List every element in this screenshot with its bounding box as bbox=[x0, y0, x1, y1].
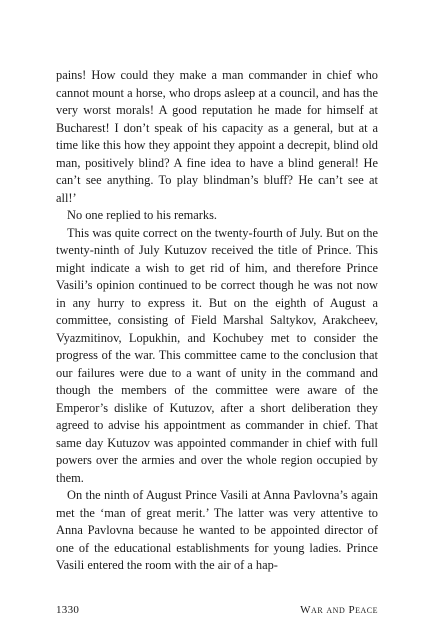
paragraph-4: On the ninth of August Prince Vasili at Anna Pavlovna’s again met the ‘man of great merit.’ The latter was very attentive to Anna Pavlovna because he wanted to be appointed director of one of the educational establishments for young ladies. Prince Vasili entered the room with the air of a hap- bbox=[56, 488, 378, 572]
paragraph-2: No one replied to his remarks. bbox=[67, 208, 218, 222]
paragraph-3: This was quite correct on the twenty-fourth of July. But on the twenty-ninth of July Kutuzov received the title of Prince. This might indicate a wish to get rid of him, and therefore Prince Vasili’s opinion continued to be correct though he was not now in any hurry to express it. But on the eighth of August a committee, consisting of Field Marshal Saltykov, Arakcheev, Vyazmitinov, Lopukhin, and Kochubey met to consider the progress of the war. This committee came to the conclusion that our failures were due to a want of unity in the command and though the members of the committee were aware of the Emperor’s dislike of Kutuzov, after a short deliberation they agreed to advise his appointment as commander in chief. That same day Kutuzov was appointed commander in chief with full powers over the armies and over the whole region occupied by them. bbox=[56, 225, 378, 485]
paragraph-1: pains! How could they make a man commander in chief who cannot mount a horse, who drops asleep at a council, and has the very worst morals! A good reputation he made for himself at Bucharest! I don’t speak of his capacity as a general, but at a time like this how they appoint they appoint a decrepit, blind old man, positively blind? A fine idea to have a blind general! He can’t see anything. To play blindman’s bluff? He can’t see at all!’ bbox=[56, 68, 378, 205]
body-text bbox=[56, 67, 378, 575]
page-footer bbox=[56, 604, 378, 620]
running-title: War and Peace bbox=[300, 604, 378, 616]
page-number: 1330 bbox=[56, 604, 80, 616]
